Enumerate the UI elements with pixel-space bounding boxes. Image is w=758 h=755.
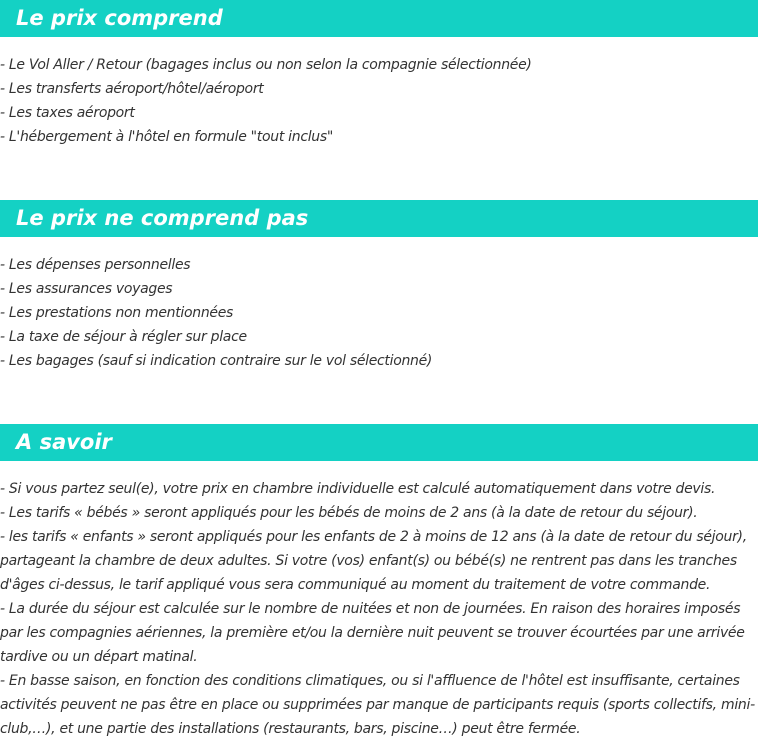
section-list <box>0 37 758 149</box>
section-not-included <box>0 200 758 373</box>
list-item: - Les dépenses personnelles <box>0 257 191 273</box>
list-item: - Le Vol Aller / Retour (bagages inclus ou non selon la compagnie sélectionnée) <box>0 57 532 73</box>
section-good-to-know <box>0 424 758 741</box>
section-heading: Le prix ne comprend pas <box>0 200 758 237</box>
list-item: - L'hébergement à l'hôtel en formule "tout inclus" <box>0 129 334 145</box>
list-item: - En basse saison, en fonction des conditions climatiques, ou si l'affluence de l'hôtel est insuffisante, certaines activités peuvent ne pas être en place ou supprimées par manque de participants requis (sports collectifs, mini-club,…), et une partie des installations (restaurants, bars, piscine…) peut être fermée. <box>0 673 755 737</box>
list-item: - La taxe de séjour à régler sur place <box>0 329 247 345</box>
list-item: - Les assurances voyages <box>0 281 173 297</box>
list-item: - Les transferts aéroport/hôtel/aéroport <box>0 81 264 97</box>
list-item: - Les taxes aéroport <box>0 105 135 121</box>
list-item: - les tarifs « enfants » seront appliqués pour les enfants de 2 à moins de 12 ans (à la date de retour du séjour), partageant la chambre de deux adultes. Si votre (vos) enfant(s) ou bébé(s) ne rentrent pas dans les tranches d'âges ci-dessus, le tarif appliqué vous sera communiqué au moment du traitement de votre commande. <box>0 529 747 593</box>
section-heading: Le prix comprend <box>0 0 758 37</box>
section-list <box>0 237 758 373</box>
section-included <box>0 0 758 149</box>
list-item: - Les prestations non mentionnées <box>0 305 234 321</box>
list-item: - Si vous partez seul(e), votre prix en chambre individuelle est calculé automatiquement dans votre devis. <box>0 481 716 497</box>
list-item: - Les tarifs « bébés » seront appliqués pour les bébés de moins de 2 ans (à la date de retour du séjour). <box>0 505 698 521</box>
list-item: - La durée du séjour est calculée sur le nombre de nuitées et non de journées. En raison des horaires imposés par les compagnies aériennes, la première et/ou la dernière nuit peuvent se trouver écourtées par une arrivée tardive ou un départ matinal. <box>0 601 745 665</box>
list-item: - Les bagages (sauf si indication contraire sur le vol sélectionné) <box>0 353 433 369</box>
section-heading: A savoir <box>0 424 758 461</box>
section-list <box>0 461 758 741</box>
